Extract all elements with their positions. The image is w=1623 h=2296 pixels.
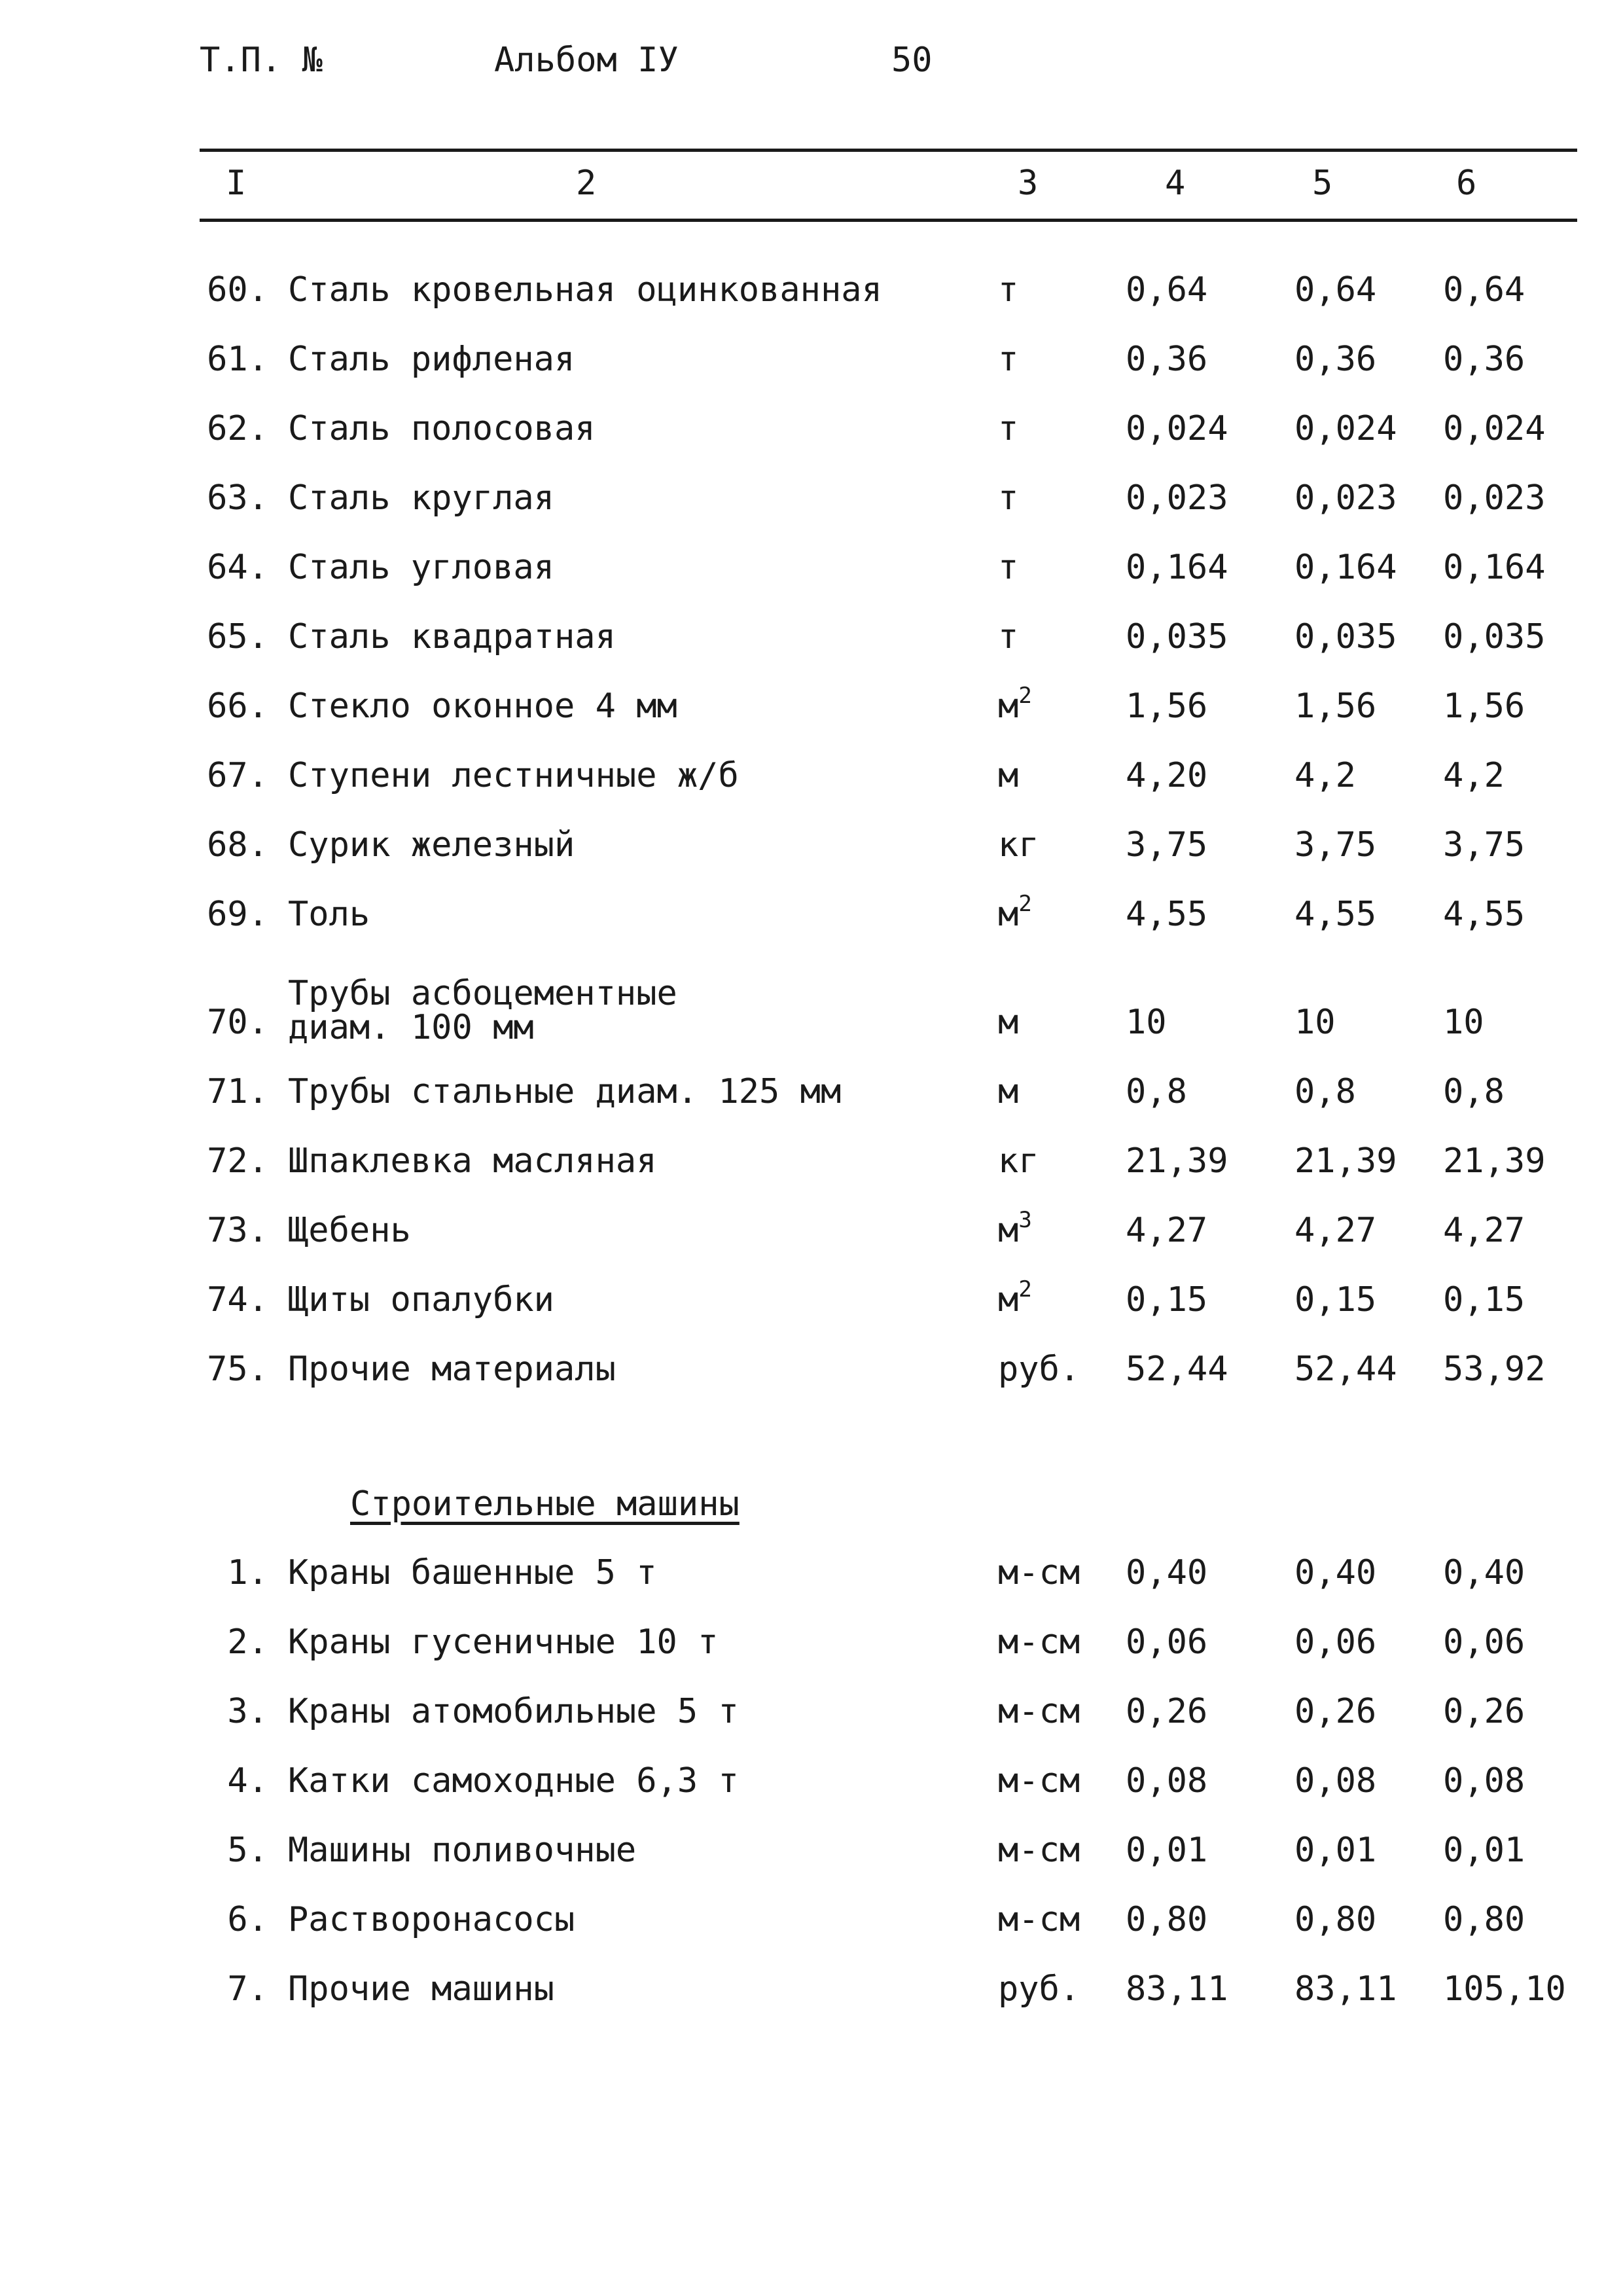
row-unit-text: т — [998, 548, 1019, 587]
row-name: Трубы стальные диам. 125 мм — [288, 1072, 842, 1111]
row-unit-exponent: 2 — [1018, 683, 1032, 709]
row-value-6: 0,64 — [1443, 270, 1525, 310]
row-number: 60. — [207, 270, 268, 310]
table-row — [0, 1761, 1623, 1814]
row-value-6: 0,164 — [1443, 548, 1546, 587]
row-number: 70. — [207, 1003, 268, 1042]
row-unit — [998, 1141, 1039, 1181]
row-value-6: 0,024 — [1443, 409, 1546, 448]
row-number: 61. — [207, 340, 268, 379]
row-number: 2. — [227, 1623, 268, 1662]
row-value-4: 4,20 — [1126, 756, 1208, 795]
row-value-4: 0,01 — [1126, 1831, 1208, 1870]
table-row — [0, 1276, 1623, 1333]
column-header-row — [0, 164, 1623, 209]
row-unit — [998, 1072, 1018, 1111]
row-number: 6. — [227, 1900, 268, 1939]
row-name: Ступени лестничные ж/б — [288, 756, 739, 795]
table-row — [0, 1692, 1623, 1744]
row-name: Прочие машины — [288, 1969, 554, 2009]
machines-section-title: Строительные машины — [350, 1484, 740, 1524]
row-number: 1. — [227, 1553, 268, 1592]
row-name: Сталь полосовая — [288, 409, 596, 448]
column-header-2: 2 — [576, 164, 597, 203]
table-row — [0, 1900, 1623, 1952]
table-row — [0, 1141, 1623, 1194]
row-name: Машины поливочные — [288, 1831, 637, 1870]
column-header-6: 6 — [1456, 164, 1477, 203]
row-unit-exponent: 2 — [1018, 891, 1032, 917]
table-row — [0, 683, 1623, 739]
row-value-6: 0,023 — [1443, 478, 1546, 518]
row-unit-text: м-см — [998, 1900, 1080, 1939]
row-unit — [998, 409, 1018, 448]
row-name: Растворонасосы — [288, 1900, 575, 1939]
row-unit — [998, 825, 1039, 865]
row-unit — [998, 1207, 1032, 1250]
row-name: Краны атомобильные 5 т — [288, 1692, 739, 1731]
row-value-5: 0,08 — [1294, 1761, 1377, 1801]
row-name: Прочие материалы — [288, 1350, 616, 1389]
page-header — [0, 41, 1623, 93]
row-unit-text: м — [998, 1211, 1019, 1250]
row-value-6: 21,39 — [1443, 1141, 1546, 1181]
row-value-4: 0,64 — [1126, 270, 1208, 310]
row-value-5: 0,80 — [1294, 1900, 1377, 1939]
table-top-rule — [200, 149, 1577, 152]
row-value-5: 0,023 — [1294, 478, 1397, 518]
row-number: 62. — [207, 409, 268, 448]
row-number: 68. — [207, 825, 268, 865]
row-unit-text: м-см — [998, 1831, 1080, 1870]
row-value-4: 0,40 — [1126, 1553, 1208, 1592]
row-number: 64. — [207, 548, 268, 587]
row-value-5: 0,15 — [1294, 1280, 1377, 1319]
row-value-6: 0,08 — [1443, 1761, 1525, 1801]
row-unit — [998, 1900, 1080, 1939]
row-value-5: 0,164 — [1294, 548, 1397, 587]
table-row — [0, 1831, 1623, 1883]
row-unit-text: т — [998, 270, 1019, 310]
row-name: Краны гусеничные 10 т — [288, 1623, 719, 1662]
table-row — [0, 270, 1623, 323]
row-number: 63. — [207, 478, 268, 518]
row-unit — [998, 1969, 1080, 2009]
row-value-5: 0,64 — [1294, 270, 1377, 310]
table-row — [0, 1623, 1623, 1675]
row-name: Щебень — [288, 1211, 411, 1250]
row-unit-text: кг — [998, 1141, 1039, 1181]
row-name: Катки самоходные 6,3 т — [288, 1761, 739, 1801]
row-value-6: 0,40 — [1443, 1553, 1525, 1592]
row-number: 66. — [207, 687, 268, 726]
row-unit — [998, 478, 1018, 518]
row-value-5: 0,26 — [1294, 1692, 1377, 1731]
row-value-6: 0,15 — [1443, 1280, 1525, 1319]
row-value-4: 0,06 — [1126, 1623, 1208, 1662]
row-number: 72. — [207, 1141, 268, 1181]
row-unit — [998, 270, 1018, 310]
table-row — [0, 974, 1623, 1055]
page-number: 50 — [891, 41, 933, 80]
table-row — [0, 1553, 1623, 1605]
row-unit-text: кг — [998, 825, 1039, 865]
row-value-6: 0,035 — [1443, 617, 1546, 656]
row-value-6: 53,92 — [1443, 1350, 1546, 1389]
row-name: Сталь кровельная оцинкованная — [288, 270, 882, 310]
row-value-4: 0,035 — [1126, 617, 1228, 656]
table-row — [0, 825, 1623, 878]
row-value-4: 0,8 — [1126, 1072, 1187, 1111]
row-unit-text: т — [998, 409, 1019, 448]
row-value-4: 10 — [1126, 1003, 1167, 1042]
row-unit-text: т — [998, 478, 1019, 518]
table-row — [0, 1350, 1623, 1402]
row-value-4: 83,11 — [1126, 1969, 1228, 2009]
row-value-5: 4,2 — [1294, 756, 1356, 795]
row-unit-exponent: 3 — [1018, 1207, 1032, 1233]
row-number: 73. — [207, 1211, 268, 1250]
row-unit — [998, 340, 1018, 379]
row-unit-text: м — [998, 895, 1019, 934]
row-name: Стекло оконное 4 мм — [288, 687, 677, 726]
row-unit — [998, 1350, 1080, 1389]
row-value-6: 0,80 — [1443, 1900, 1525, 1939]
row-name: Сурик железный — [288, 825, 575, 865]
row-value-4: 0,024 — [1126, 409, 1228, 448]
row-value-6: 0,01 — [1443, 1831, 1525, 1870]
row-value-6: 0,36 — [1443, 340, 1525, 379]
row-value-5: 0,024 — [1294, 409, 1397, 448]
row-value-4: 0,26 — [1126, 1692, 1208, 1731]
row-value-6: 4,2 — [1443, 756, 1505, 795]
row-value-6: 10 — [1443, 1003, 1484, 1042]
row-value-4: 0,023 — [1126, 478, 1228, 518]
row-number: 71. — [207, 1072, 268, 1111]
column-header-5: 5 — [1312, 164, 1333, 203]
row-unit — [998, 1553, 1080, 1592]
row-unit-text: м-см — [998, 1553, 1080, 1592]
row-value-6: 105,10 — [1443, 1969, 1566, 2009]
row-name: Сталь угловая — [288, 548, 554, 587]
row-name-line-1: Трубы асбоцементные — [288, 974, 677, 1013]
row-value-4: 0,15 — [1126, 1280, 1208, 1319]
row-unit-text: т — [998, 617, 1019, 656]
row-value-5: 1,56 — [1294, 687, 1377, 726]
row-unit-text: т — [998, 340, 1019, 379]
row-unit-text: м — [998, 756, 1019, 795]
row-number: 74. — [207, 1280, 268, 1319]
row-value-4: 21,39 — [1126, 1141, 1228, 1181]
row-unit-text: м — [998, 1280, 1019, 1319]
row-value-5: 83,11 — [1294, 1969, 1397, 2009]
row-unit — [998, 1003, 1018, 1042]
row-value-5: 0,36 — [1294, 340, 1377, 379]
row-unit — [998, 683, 1032, 726]
row-value-4: 1,56 — [1126, 687, 1208, 726]
row-unit-exponent: 2 — [1018, 1276, 1032, 1302]
row-value-6: 1,56 — [1443, 687, 1525, 726]
column-header-1: I — [226, 164, 247, 203]
row-value-6: 4,55 — [1443, 895, 1525, 934]
table-row — [0, 409, 1623, 461]
row-value-5: 0,8 — [1294, 1072, 1356, 1111]
row-value-4: 0,164 — [1126, 548, 1228, 587]
row-number: 3. — [227, 1692, 268, 1731]
row-number: 65. — [207, 617, 268, 656]
row-unit — [998, 1692, 1080, 1731]
row-unit-text: м-см — [998, 1623, 1080, 1662]
table-row — [0, 756, 1623, 808]
row-unit — [998, 617, 1018, 656]
row-name: Щиты опалубки — [288, 1280, 554, 1319]
row-unit — [998, 891, 1032, 934]
row-number: 5. — [227, 1831, 268, 1870]
row-value-5: 0,06 — [1294, 1623, 1377, 1662]
row-unit — [998, 1276, 1032, 1319]
table-row — [0, 340, 1623, 392]
row-value-5: 0,40 — [1294, 1553, 1377, 1592]
row-value-5: 21,39 — [1294, 1141, 1397, 1181]
row-value-4: 0,80 — [1126, 1900, 1208, 1939]
row-value-6: 0,06 — [1443, 1623, 1525, 1662]
row-unit — [998, 1761, 1080, 1801]
table-row — [0, 478, 1623, 531]
table-row — [0, 617, 1623, 670]
row-name: Краны башенные 5 т — [288, 1553, 657, 1592]
row-name: Сталь круглая — [288, 478, 554, 518]
row-value-5: 0,01 — [1294, 1831, 1377, 1870]
row-name: Толь — [288, 895, 370, 934]
row-value-6: 4,27 — [1443, 1211, 1525, 1250]
row-number: 75. — [207, 1350, 268, 1389]
row-value-5: 4,55 — [1294, 895, 1377, 934]
series-label: Т.П. № — [200, 41, 323, 80]
row-value-5: 10 — [1294, 1003, 1336, 1042]
row-value-5: 4,27 — [1294, 1211, 1377, 1250]
row-unit-text: м — [998, 1003, 1019, 1042]
row-unit — [998, 548, 1018, 587]
row-unit-text: руб. — [998, 1969, 1080, 2009]
row-value-4: 52,44 — [1126, 1350, 1228, 1389]
row-value-4: 4,27 — [1126, 1211, 1208, 1250]
table-header-rule — [200, 219, 1577, 222]
row-unit — [998, 1623, 1080, 1662]
row-unit-text: руб. — [998, 1350, 1080, 1389]
row-name-line-2: диам. 100 мм — [288, 1008, 534, 1047]
row-value-4: 4,55 — [1126, 895, 1208, 934]
table-row — [0, 891, 1623, 947]
row-unit — [998, 1831, 1080, 1870]
row-value-6: 3,75 — [1443, 825, 1525, 865]
row-value-5: 0,035 — [1294, 617, 1397, 656]
table-row — [0, 1072, 1623, 1124]
table-row — [0, 1207, 1623, 1263]
row-number: 69. — [207, 895, 268, 934]
row-value-4: 0,08 — [1126, 1761, 1208, 1801]
row-unit — [998, 756, 1018, 795]
row-value-5: 52,44 — [1294, 1350, 1397, 1389]
row-name — [288, 974, 677, 1047]
row-value-5: 3,75 — [1294, 825, 1377, 865]
album-label: Альбом IУ — [494, 41, 679, 80]
row-unit-text: м — [998, 687, 1019, 726]
row-unit-text: м-см — [998, 1761, 1080, 1801]
row-value-6: 0,26 — [1443, 1692, 1525, 1731]
row-number: 4. — [227, 1761, 268, 1801]
row-number: 67. — [207, 756, 268, 795]
column-header-4: 4 — [1165, 164, 1186, 203]
table-row — [0, 1969, 1623, 2022]
row-number: 7. — [227, 1969, 268, 2009]
row-name: Шпаклевка масляная — [288, 1141, 657, 1181]
row-unit-text: м-см — [998, 1692, 1080, 1731]
row-name: Сталь рифленая — [288, 340, 575, 379]
row-value-6: 0,8 — [1443, 1072, 1505, 1111]
row-value-4: 3,75 — [1126, 825, 1208, 865]
row-name: Сталь квадратная — [288, 617, 616, 656]
row-unit-text: м — [998, 1072, 1019, 1111]
column-header-3: 3 — [1018, 164, 1039, 203]
table-row — [0, 548, 1623, 600]
row-value-4: 0,36 — [1126, 340, 1208, 379]
